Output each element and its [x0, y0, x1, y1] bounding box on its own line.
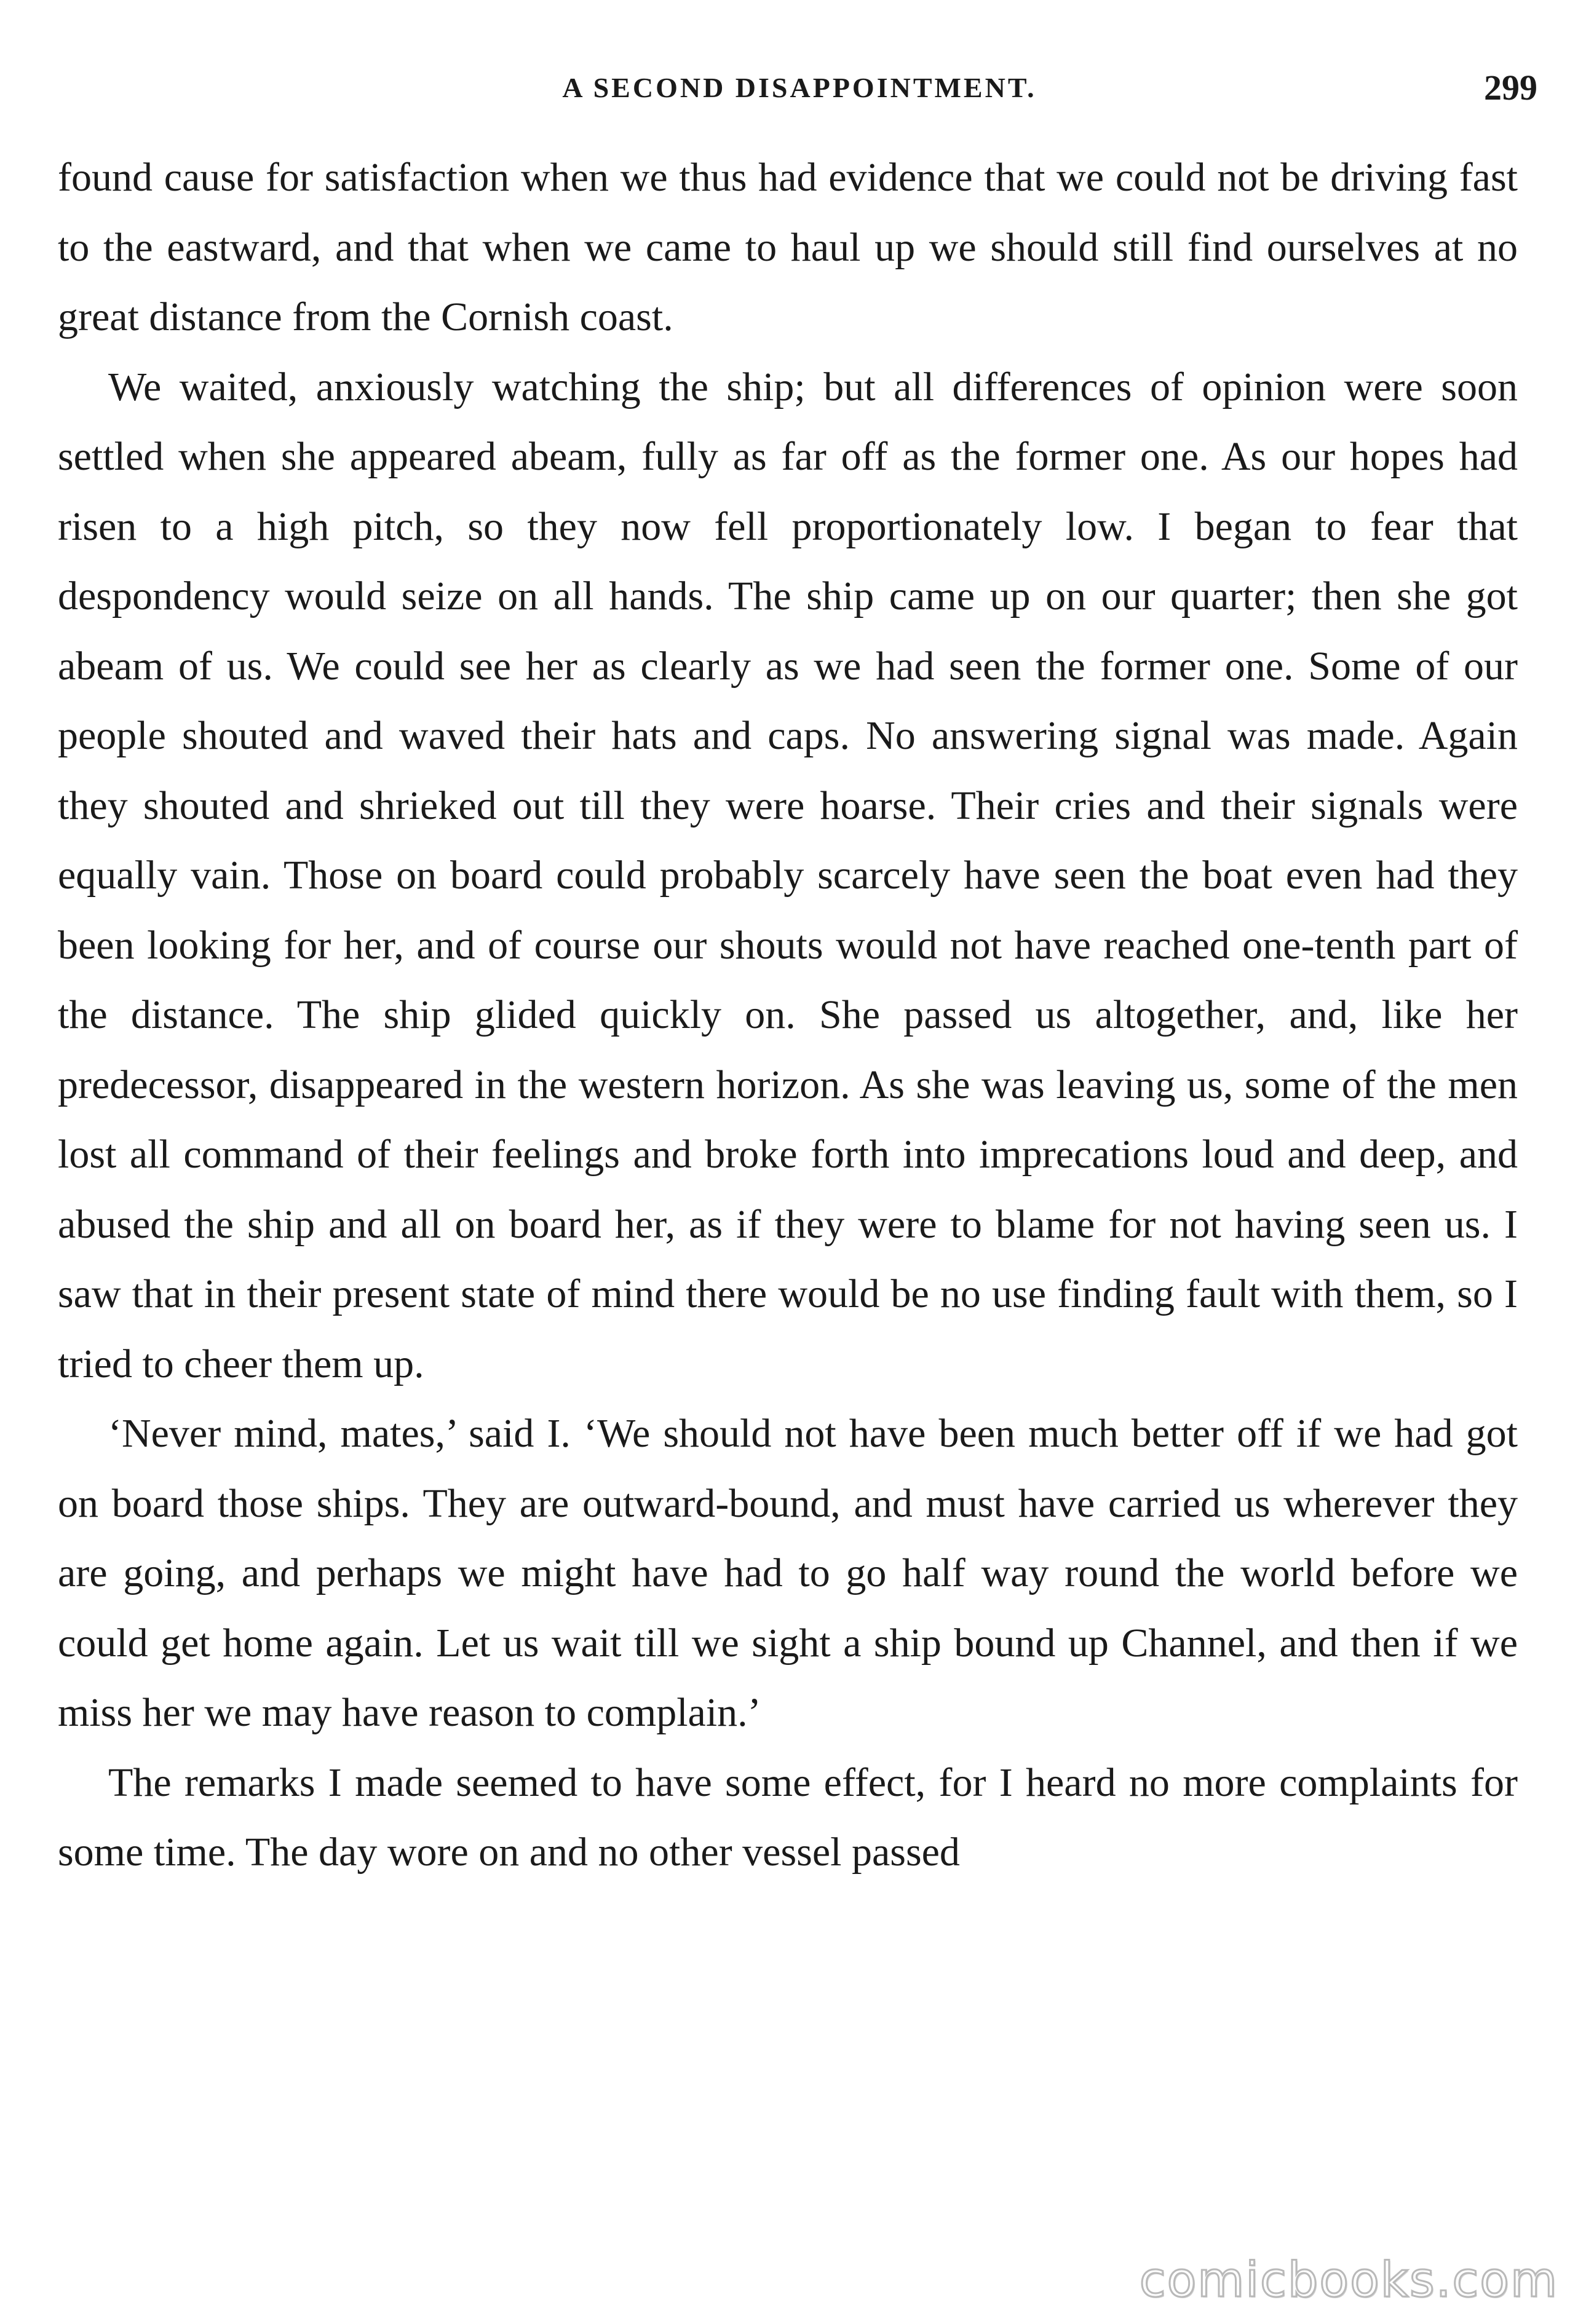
running-title: A SECOND DISAPPOINTMENT. [562, 72, 1037, 103]
paragraph-continuation: found cause for satisfaction when we thus had evidence that we could not be driving fast to the eastward, and that when we came to haul up we should still find ourselves at no great distance from the Cornish coast. [58, 155, 1518, 339]
page-header [61, 60, 1537, 128]
paragraph-ship-passes: We waited, anxiously watching the ship; but all differences of opinion were soon settled when she appeared abeam, fully as far off as the former one. As our hopes had risen to a high pitch, so they now fell proportionately low. I began to fear that despondency would seize on all hands. The ship came up on our quarter; then she got abeam of us. We could see her as clearly as we had seen the former one. Some of our people shouted and waved their hats and caps. No answering signal was made. Again they shouted and shrieked out till they were hoarse. Their cries and their signals were equally vain. Those on board could probably scarcely have seen the boat even had they been looking for her, and of course our shouts would not have reached one-tenth part of the distance. The ship glided quickly on. She passed us altogether, and, like her predecessor, disappeared in the western horizon. As she was leaving us, some of the men lost all command of their feelings and broke forth into imprecations loud and deep, and abused the ship and all on board her, as if they were to blame for not having seen us. I saw that in their present state of mind there would be no use finding fault with them, so I tried to cheer them up. [58, 364, 1518, 1386]
watermark-logo: comicbooks.com [1139, 2253, 1558, 2308]
paragraph-dialogue: ‘Never mind, mates,’ said I. ‘We should not have been much better off if we had got on board those ships. They are outward-bound, and must have carried us wherever they are going, and perhaps we might have had to go half way round the world before we could get home again. Let us wait till we sight a ship bound up Channel, and then if we miss her we may have reason to complain.’ [58, 1411, 1518, 1735]
page-number: 299 [1484, 68, 1537, 108]
paragraph-day-wore-on: The remarks I made seemed to have some effect, for I heard no more complaints for some time. The day wore on and no other vessel passed [58, 1760, 1518, 1875]
body-text [58, 143, 1518, 1887]
